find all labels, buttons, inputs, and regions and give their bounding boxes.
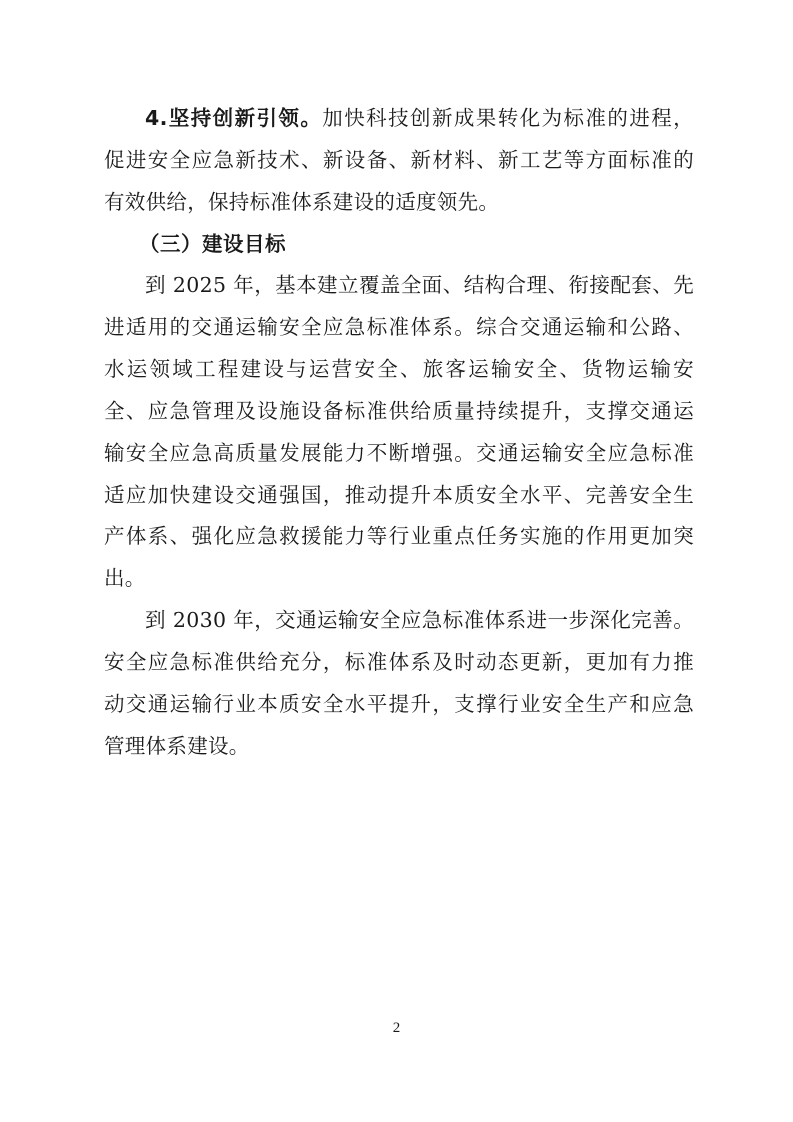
para3-line3: 动交通运输行业本质安全水平提升，支撑行业安全生产和应急 bbox=[104, 692, 694, 716]
para1-lead: 4.坚持创新引领。 bbox=[145, 106, 323, 130]
para1-line1-rest: 加快科技创新成果转化为标准的进程， bbox=[322, 106, 694, 130]
section-heading: （三）建设目标 bbox=[139, 232, 286, 256]
para2-line2: 进适用的交通运输安全应急标准体系。综合交通运输和公路、 bbox=[104, 315, 694, 339]
para2-line5: 输安全应急高质量发展能力不断增强。交通运输安全应急标准 bbox=[104, 441, 694, 465]
page-number: 2 bbox=[392, 1020, 401, 1036]
para2-line7: 产体系、强化应急救援能力等行业重点任务实施的作用更加突 bbox=[104, 524, 694, 548]
para3-line2: 安全应急标准供给充分，标准体系及时动态更新，更加有力推 bbox=[104, 650, 694, 674]
para3-line1: 到 2030 年，交通运输安全应急标准体系进一步深化完善。 bbox=[145, 608, 694, 632]
para2-line1: 到 2025 年，基本建立覆盖全面、结构合理、衔接配套、先 bbox=[145, 273, 694, 297]
para1-line3: 有效供给，保持标准体系建设的适度领先。 bbox=[104, 190, 500, 214]
para2-line8: 出。 bbox=[104, 566, 146, 590]
para1-line1 bbox=[145, 97, 694, 139]
para3-line4: 管理体系建设。 bbox=[104, 734, 250, 758]
para2-line4: 全、应急管理及设施设备标准供给质量持续提升，支撑交通运 bbox=[104, 399, 694, 423]
para2-line3: 水运领域工程建设与运营安全、旅客运输安全、货物运输安 bbox=[104, 357, 694, 381]
para2-line6: 适应加快建设交通强国，推动提升本质安全水平、完善安全生 bbox=[104, 483, 694, 507]
para1-line2: 促进安全应急新技术、新设备、新材料、新工艺等方面标准的 bbox=[104, 148, 694, 172]
